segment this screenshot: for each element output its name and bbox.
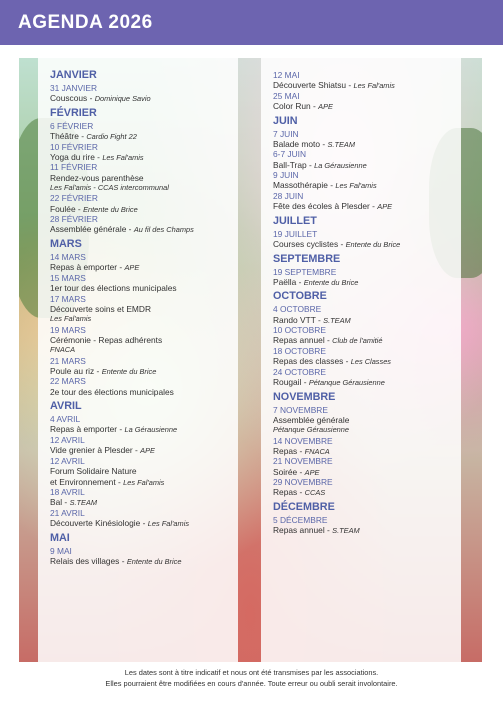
separator-dash: - <box>346 80 354 91</box>
event-line <box>273 139 355 150</box>
event-line <box>50 497 97 508</box>
separator-dash: - <box>94 151 103 162</box>
month-heading: DÉCEMBRE <box>273 501 335 513</box>
event-organizer: APE <box>140 446 155 456</box>
page-title: AGENDA 2026 <box>18 12 153 33</box>
separator-dash: - <box>140 518 148 529</box>
event-line <box>273 201 392 212</box>
event-title: Théâtre <box>50 131 79 141</box>
event-date: 31 JANVIER <box>50 83 98 93</box>
event-line <box>50 518 189 529</box>
event-line <box>273 160 367 171</box>
event-date: 15 MARS <box>50 272 86 283</box>
event-title: Repas annuel <box>273 525 325 536</box>
event-line <box>273 377 385 388</box>
event-title: Découverte Shiatsu <box>273 80 347 91</box>
event-line <box>50 152 144 163</box>
separator-dash: - <box>310 101 319 111</box>
event-line <box>50 262 139 273</box>
event-line <box>50 93 151 104</box>
event-organizer: Entente du Brice <box>83 204 138 214</box>
event-line <box>50 224 194 235</box>
event-line <box>273 101 333 112</box>
event-line <box>50 283 177 293</box>
event-organizer: CCAS <box>304 488 326 498</box>
event-date: 7 NOVEMBRE <box>273 404 328 415</box>
separator-dash: - <box>115 476 124 487</box>
event-title: Repas <box>273 445 298 456</box>
separator-dash: - <box>324 525 333 536</box>
separator-dash: - <box>327 180 336 191</box>
separator-dash: - <box>119 556 127 566</box>
event-title: Cérémonie - Repas adhérents <box>50 334 163 345</box>
event-line <box>50 477 164 488</box>
event-title: Massothérapie <box>273 180 328 191</box>
event-line <box>273 239 400 250</box>
separator-dash: - <box>132 445 141 456</box>
month-heading: JANVIER <box>50 69 97 81</box>
event-line <box>50 466 137 476</box>
event-date: 28 JUIN <box>273 191 304 201</box>
event-title: Vide grenier à Plesder <box>50 445 133 456</box>
event-line <box>50 173 144 183</box>
event-date: 12 AVRIL <box>50 435 85 445</box>
event-title: Repas annuel <box>273 335 325 346</box>
event-organizer: S.TEAM <box>332 526 360 536</box>
event-date: 14 MARS <box>50 252 86 262</box>
event-organizer: S.TEAM <box>323 315 351 325</box>
event-date: 19 SEPTEMBRE <box>273 266 337 277</box>
event-organizer: Les Fal'amis <box>102 152 144 162</box>
separator-dash: - <box>297 487 305 498</box>
separator-dash: - <box>62 497 70 508</box>
event-organizer: Les Fal'amis - CCAS intercommunal <box>50 183 169 193</box>
footer-note-line-1: Les dates sont à titre indicatif et nous ont été transmises par les associations. <box>124 668 379 677</box>
event-organizer: FNACA <box>304 446 330 456</box>
event-date: 29 NOVEMBRE <box>273 477 333 488</box>
event-date: 18 AVRIL <box>50 487 85 498</box>
event-organizer: Pétanque Gérausienne <box>308 378 385 387</box>
event-organizer: Les Fal'amis <box>335 181 377 191</box>
event-date: 5 DÉCEMBRE <box>273 515 328 525</box>
event-organizer: APE <box>318 102 333 111</box>
event-title: Assemblée générale <box>50 224 127 235</box>
footer-note-line-2: Elles pourraient être modifiées en cours d'année. Toute erreur ou oubli serait involontaire. <box>105 679 398 688</box>
event-title: et Environnement <box>50 476 116 487</box>
event-date: 17 MARS <box>50 293 86 304</box>
event-title: Découverte soins et EMDR <box>50 303 152 314</box>
event-date: 14 NOVEMBRE <box>273 435 333 446</box>
event-organizer: Dominique Savio <box>94 94 151 104</box>
event-title: Découverte Kinésiologie <box>50 518 141 529</box>
event-line <box>273 180 377 191</box>
event-organizer: Entente du Brice <box>126 557 182 566</box>
event-title: Repas <box>273 487 298 498</box>
event-organizer: Club de l'amitié <box>332 336 383 346</box>
event-title: Bal <box>50 497 63 508</box>
event-line <box>50 387 174 397</box>
event-date: 10 FÉVRIER <box>50 141 98 152</box>
month-heading: SEPTEMBRE <box>273 252 341 265</box>
event-date: 4 OCTOBRE <box>273 304 322 315</box>
separator-dash: - <box>301 377 309 387</box>
event-organizer: Au fil des Champs <box>133 225 194 235</box>
event-title: Paëlla <box>273 276 297 287</box>
separator-dash: - <box>306 159 315 170</box>
event-title: Foulée <box>50 203 76 214</box>
separator-dash: - <box>94 365 102 376</box>
month-heading: AVRIL <box>50 400 82 413</box>
event-line <box>273 335 382 346</box>
separator-dash: - <box>297 445 305 456</box>
event-line <box>50 335 162 345</box>
event-title: Couscous <box>50 93 88 104</box>
separator-dash: - <box>87 93 95 104</box>
event-title: Balade moto <box>273 138 321 149</box>
event-line <box>50 445 155 456</box>
event-title: 1er tour des élections municipales <box>50 283 177 293</box>
separator-dash: - <box>315 314 324 325</box>
event-title: Ball-Trap <box>273 159 307 170</box>
event-date: 25 MAI <box>273 90 300 101</box>
event-date: 21 AVRIL <box>50 508 85 518</box>
separator-dash: - <box>75 203 84 214</box>
month-heading: OCTOBRE <box>273 290 327 303</box>
event-date: 6-7 JUIN <box>273 149 307 160</box>
event-date: 12 MAI <box>273 70 300 80</box>
separator-dash: - <box>338 239 346 249</box>
event-date: 9 MAI <box>50 545 72 556</box>
event-title: Repas à emporter <box>50 262 118 273</box>
event-line <box>273 356 391 367</box>
event-date: 10 OCTOBRE <box>273 325 326 336</box>
event-title: 2e tour des élections municipales <box>50 386 174 397</box>
event-line <box>273 415 349 425</box>
month-heading: FÉVRIER <box>50 106 97 119</box>
event-line <box>50 204 138 215</box>
event-title: Soirée <box>273 466 298 477</box>
event-date: 11 FÉVRIER <box>50 162 98 173</box>
event-organizer: APE <box>304 467 320 477</box>
separator-dash: - <box>343 356 351 367</box>
event-organizer: APE <box>377 202 393 212</box>
event-organizer: La Gérausienne <box>124 425 178 435</box>
event-organizer: Les Classes <box>350 357 392 367</box>
event-line <box>50 131 137 142</box>
header-bar <box>0 0 503 45</box>
event-date: 24 OCTOBRE <box>273 366 326 377</box>
event-title: Forum Solidaire Nature <box>50 466 137 476</box>
event-title: Rando VTT <box>273 314 316 325</box>
month-heading: MAI <box>50 531 70 544</box>
event-organizer: La Gérausienne <box>314 160 367 170</box>
event-title: Repas à emporter <box>50 424 118 435</box>
event-date: 21 MARS <box>50 355 86 366</box>
event-date: 18 OCTOBRE <box>273 346 326 356</box>
separator-dash: - <box>297 466 305 477</box>
event-line <box>50 304 151 314</box>
background-photo <box>19 58 482 662</box>
event-title: Repas des classes <box>273 356 344 367</box>
month-heading: MARS <box>50 238 82 250</box>
event-date: 19 JUILLET <box>273 228 318 239</box>
event-organizer: S.TEAM <box>69 498 98 508</box>
event-date: 21 NOVEMBRE <box>273 456 333 467</box>
event-date: 22 FÉVRIER <box>50 193 98 204</box>
event-title: Rougail <box>273 377 302 387</box>
event-line <box>273 277 358 288</box>
event-title: Assemblée générale <box>273 414 350 425</box>
event-organizer: Les Fal'amis <box>50 314 92 324</box>
event-organizer: Les Fal'amis <box>147 519 190 529</box>
event-date: 9 JUIN <box>273 170 299 181</box>
event-line <box>273 446 330 457</box>
event-date: 7 JUIN <box>273 128 299 139</box>
event-organizer: S.TEAM <box>327 139 355 149</box>
agenda-column-left <box>38 58 238 662</box>
event-organizer: Entente du Brice <box>303 277 359 287</box>
event-organizer: FNACA <box>50 345 76 355</box>
separator-dash: - <box>78 131 87 141</box>
event-line <box>273 525 360 536</box>
event-line <box>50 424 177 435</box>
event-title: Courses cyclistes <box>273 239 339 249</box>
separator-dash: - <box>324 335 333 346</box>
separator-dash: - <box>320 138 328 149</box>
event-organizer: Les Fal'amis <box>123 477 165 487</box>
event-date: 12 AVRIL <box>50 455 85 466</box>
event-organizer: Cardio Fight 22 <box>86 132 137 141</box>
event-organizer: APE <box>124 263 140 273</box>
event-date: 28 FÉVRIER <box>50 214 98 225</box>
event-line <box>50 366 156 377</box>
event-title: Poule au riz <box>50 365 95 376</box>
event-line <box>273 487 325 498</box>
event-organizer: Entente du Brice <box>345 240 401 249</box>
separator-dash: - <box>296 276 304 287</box>
separator-dash: - <box>117 424 125 435</box>
agenda-column-right <box>261 58 461 662</box>
event-title: Relais des villages <box>50 556 120 566</box>
event-title: Yoga du rire <box>50 151 95 162</box>
event-date: 19 MARS <box>50 324 86 335</box>
separator-dash: - <box>117 262 125 273</box>
event-line <box>273 80 395 91</box>
month-heading: JUILLET <box>273 214 317 227</box>
event-title: Rendez-vous parenthèse <box>50 172 144 183</box>
event-organizer: Les Fal'amis <box>353 81 395 91</box>
event-organizer: Entente du Brice <box>101 366 157 376</box>
event-line <box>273 315 351 326</box>
separator-dash: - <box>369 201 378 212</box>
event-organizer: Pétanque Gérausienne <box>273 425 350 435</box>
event-title: Color Run <box>273 101 311 111</box>
event-date: 4 AVRIL <box>50 414 81 425</box>
event-line <box>273 467 319 478</box>
event-title: Fête des écoles à Plesder <box>273 201 370 212</box>
month-heading: JUIN <box>273 114 298 127</box>
month-heading: NOVEMBRE <box>273 390 336 403</box>
event-date: 22 MARS <box>50 376 86 387</box>
separator-dash: - <box>126 224 134 235</box>
event-date: 6 FÉVRIER <box>50 120 94 131</box>
event-line <box>50 556 181 567</box>
